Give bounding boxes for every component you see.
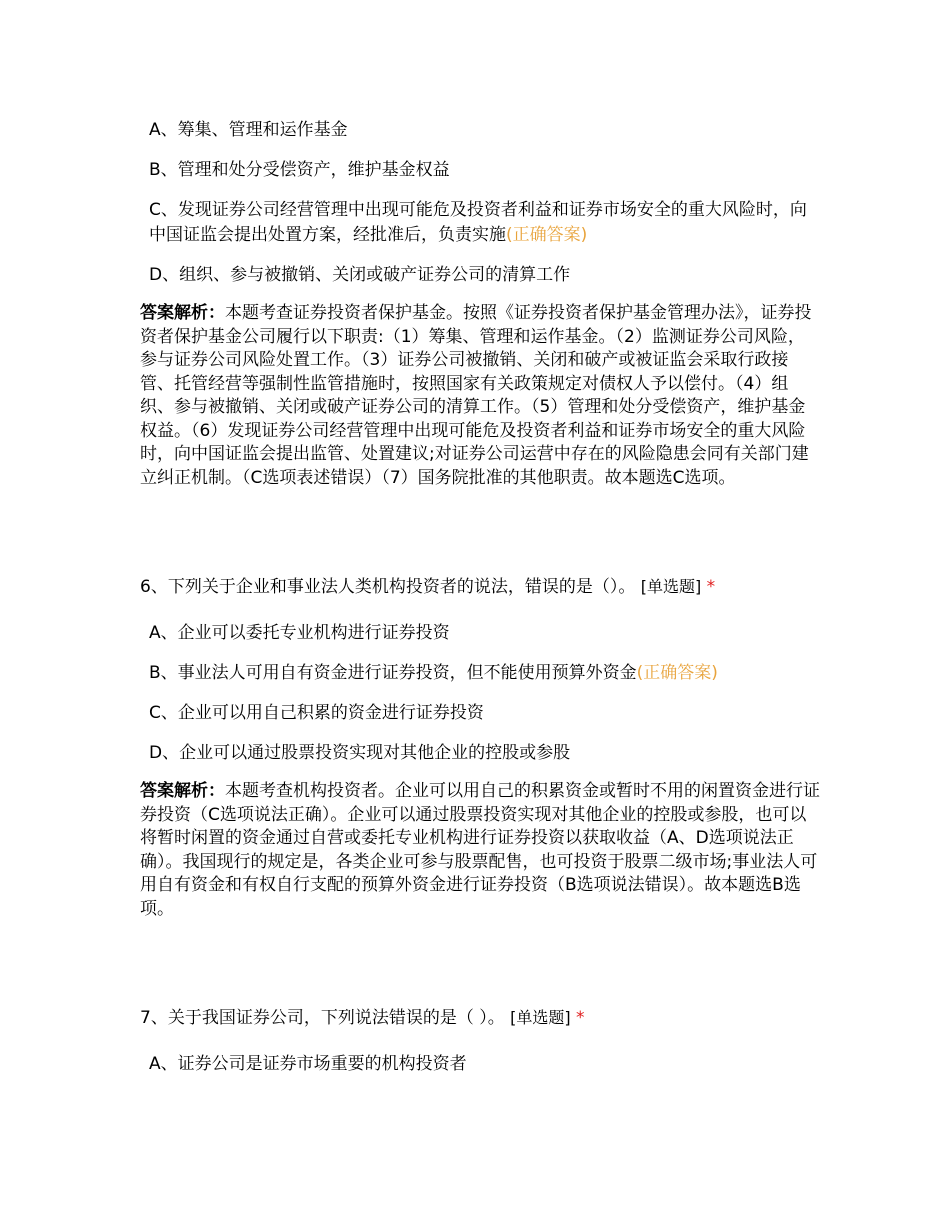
option-d: D、企业可以通过股票投资实现对其他企业的控股或参股 <box>149 743 571 763</box>
question-type: [单选题] <box>510 1008 571 1027</box>
question-5-options <box>140 118 820 288</box>
answer-analysis <box>140 302 820 490</box>
question-6-title: 6、下列关于企业和事业法人类机构投资者的说法，错误的是（）。 [单选题] * <box>140 577 716 597</box>
correct-answer-tag: (正确答案) <box>506 225 588 245</box>
document-page <box>140 118 820 1077</box>
option-a: A、证券公司是证券市场重要的机构投资者 <box>149 1054 467 1074</box>
analysis-label: 答案解析： <box>140 781 225 801</box>
analysis-text: 本题考查证券投资者保护基金。按照《证券投资者保护基金管理办法》，证券投资者保护基金公司履行以下职责:（1）筹集、管理和运作基金。（2）监测证券公司风险，参与证券公司风险处置工作。（3）证券公司被撤销、关闭和破产或被证监会采取行政接管、托管经营等强制性监管措施时，按照国家有关政策规定对债权人予以偿付。（4）组织、参与被撤销、关闭或破产证券公司的清算工作。（5）管理和处分受偿资产，维护基金权益。（6）发现证券公司经营管理中出现可能危及投资者利益和证券市场安全的重大风险时，向中国证监会提出监管、处置建议;对证券公司运营中存在的风险隐患会同有关部门建立纠正机制。（C选项表述错误）（7）国务院批准的其他职责。故本题选C选项。 <box>140 303 812 488</box>
option-c: C、企业可以用自己积累的资金进行证券投资 <box>149 703 484 723</box>
option-d: D、组织、参与被撤销、关闭或破产证券公司的清算工作 <box>149 265 571 285</box>
required-mark: * <box>706 577 716 597</box>
option-a: A、筹集、管理和运作基金 <box>149 120 348 140</box>
answer-analysis <box>140 780 820 921</box>
option-b: B、管理和处分受偿资产，维护基金权益 <box>149 160 450 180</box>
analysis-text: 本题考查机构投资者。企业可以用自己的积累资金或暂时不用的闲置资金进行证券投资（C选项说法正确）。企业可以通过股票投资实现对其他企业的控股或参股，也可以将暂时闲置的资金通过自营或委托专业机构进行证券投资以获取收益（A、D选项说法正确）。我国现行的规定是，各类企业可参与股票配售，也可投资于股票二级市场;事业法人可用自有资金和有权自行支配的预算外资金进行证券投资（B选项说法错误）。故本题选B选项。 <box>140 781 820 919</box>
question-7-title: 7、关于我国证券公司，下列说法错误的是（ ）。 [单选题] * <box>140 1008 585 1028</box>
question-7-options <box>140 1052 820 1077</box>
required-mark: * <box>576 1008 585 1028</box>
correct-answer-tag: (正确答案) <box>636 663 718 683</box>
analysis-label: 答案解析： <box>140 303 225 323</box>
question-6-options <box>140 621 820 766</box>
option-b: B、事业法人可用自有资金进行证券投资，但不能使用预算外资金(正确答案) <box>149 663 718 683</box>
question-type: [单选题] <box>640 577 702 596</box>
option-a: A、企业可以委托专业机构进行证券投资 <box>149 623 450 643</box>
option-c: C、发现证券公司经营管理中出现可能危及投资者利益和证券市场安全的重大风险时，向中国证监会提出处置方案，经批准后，负责实施(正确答案) <box>149 200 807 245</box>
